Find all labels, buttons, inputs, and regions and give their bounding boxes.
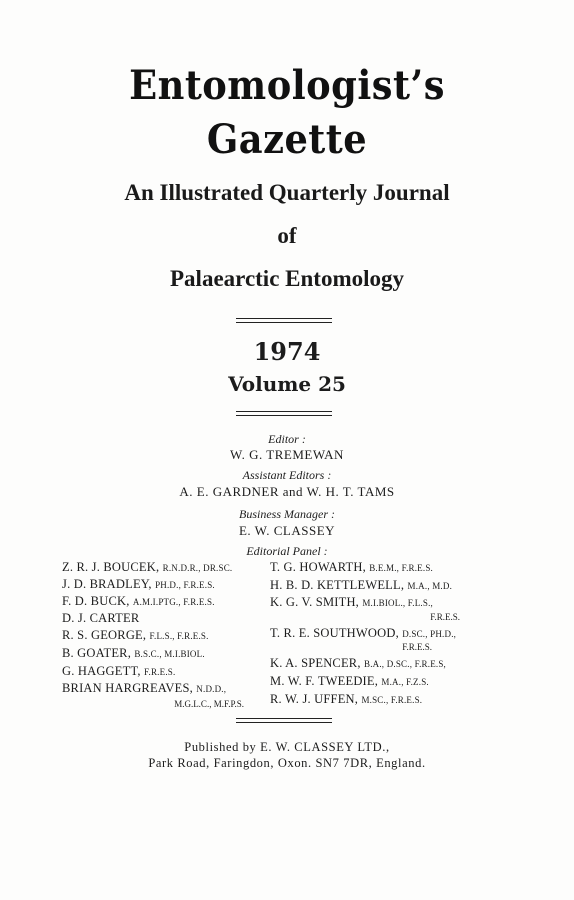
panel-member: Z. R. J. BOUCEK, R.N.D.R., DR.SC. <box>62 560 233 574</box>
journal-subtitle-line2: of <box>277 223 297 248</box>
journal-subtitle-line1: An Illustrated Quarterly Journal <box>124 180 450 205</box>
journal-title-line2: Gazette <box>206 116 368 163</box>
panel-member: K. A. SPENCER, B.A., D.SC., F.R.E.S, <box>270 656 447 671</box>
editor-name: W. G. TREMEWAN <box>230 447 344 462</box>
panel-member: G. HAGGETT, F.R.E.S. <box>62 663 176 678</box>
panel-member: M. W. F. TWEEDIE, M.A., F.Z.S. <box>270 673 429 688</box>
panel-member-continued: F.R.E.S. <box>402 642 432 653</box>
issue-year: 1974 <box>253 337 321 366</box>
business-manager-name: E. W. CLASSEY <box>238 523 336 538</box>
panel-member: D. J. CARTER <box>62 610 140 625</box>
panel-member: H. B. D. KETTLEWELL, M.A., M.D. <box>270 577 453 592</box>
panel-member: F. D. BUCK, A.M.I.PTG., F.R.E.S. <box>62 594 215 609</box>
editorial-panel-left <box>62 560 272 710</box>
panel-member: R. W. J. UFFEN, M.SC., F.R.E.S. <box>270 691 423 706</box>
panel-member-continued: F.R.E.S. <box>430 611 460 622</box>
panel-member: BRIAN HARGREAVES, N.D.D., <box>62 681 227 696</box>
assistant-editors-names: A. E. GARDNER and W. H. T. TAMS <box>179 484 395 499</box>
journal-title-line1: Entomologist’s <box>129 62 445 109</box>
divider-rule <box>236 318 332 323</box>
divider-rule <box>236 411 332 416</box>
panel-member: T. G. HOWARTH, B.E.M., F.R.E.S. <box>270 560 433 574</box>
panel-member: T. R. E. SOUTHWOOD, D.SC., PH.D., <box>270 625 457 640</box>
publisher-address: Park Road, Faringdon, Oxon. SN7 7DR, England. <box>148 756 426 770</box>
editorial-panel-role: Editorial Panel : <box>246 544 328 558</box>
business-manager-role: Business Manager : <box>239 507 335 521</box>
panel-member: B. GOATER, B.S.C., M.I.BIOL. <box>62 645 205 660</box>
panel-member-continued: M.G.L.C., M.F.P.S. <box>174 698 244 709</box>
editor-role: Editor : <box>268 432 306 446</box>
panel-member: J. D. BRADLEY, PH.D., F.R.E.S. <box>62 576 215 591</box>
panel-member: R. S. GEORGE, F.L.S., F.R.E.S. <box>62 628 209 643</box>
divider-rule <box>236 718 332 723</box>
publisher-line1: Published by E. W. CLASSEY LTD., <box>184 740 390 754</box>
journal-subtitle-line3: Palaearctic Entomology <box>170 266 404 291</box>
issue-volume: Volume 25 <box>228 372 346 396</box>
panel-member: K. G. V. SMITH, M.I.BIOL., F.L.S., <box>270 595 433 610</box>
editorial-panel-right <box>270 560 510 707</box>
assistant-editors-role: Assistant Editors : <box>242 468 332 482</box>
